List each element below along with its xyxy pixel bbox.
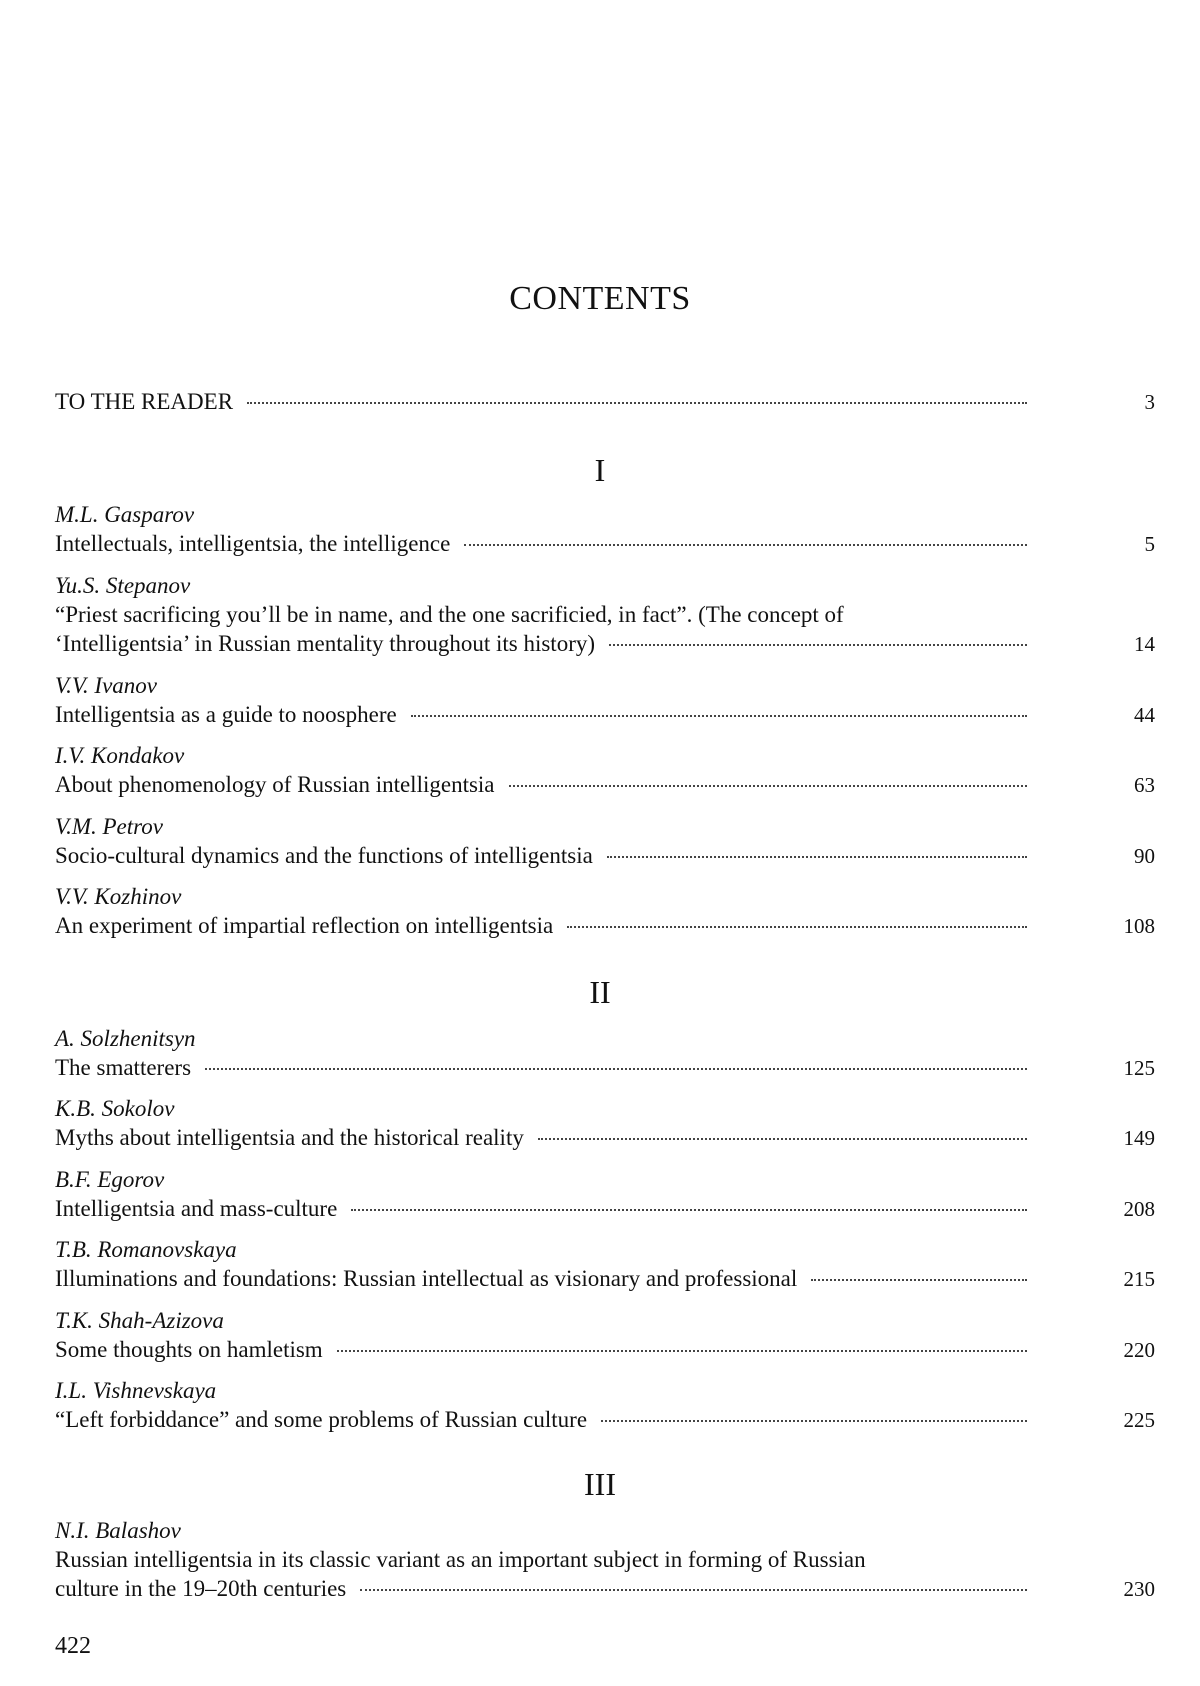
dot-leader (811, 1279, 1027, 1281)
section-heading-2: II (589, 974, 611, 1010)
entry-author: T.K. Shah-Azizova (55, 1308, 224, 1333)
toc-entry (55, 1165, 1155, 1223)
entry-author: T.B. Romanovskaya (55, 1237, 237, 1262)
toc-entry (55, 571, 1155, 658)
page-title: CONTENTS (509, 280, 691, 317)
entry-title-line: culture in the 19–20th centuries (55, 1576, 347, 1601)
dot-leader (464, 544, 1027, 546)
dot-leader (609, 644, 1027, 646)
entry-title: Illuminations and foundations: Russian intellectual as visionary and professional (55, 1266, 798, 1291)
entry-author: Yu.S. Stepanov (55, 573, 191, 598)
page-number: 125 (1123, 1056, 1155, 1080)
page-number: 220 (1123, 1338, 1155, 1362)
dot-leader (351, 1209, 1027, 1211)
entry-title: Some thoughts on hamletism (55, 1337, 323, 1362)
page-number: 108 (1123, 914, 1155, 938)
page-number: 14 (1134, 632, 1155, 656)
toc-entry (55, 671, 1155, 729)
page-number: 5 (1144, 532, 1155, 556)
entry-title: Myths about intelligentsia and the historical reality (55, 1125, 524, 1150)
entry-author: V.V. Kozhinov (55, 884, 182, 909)
toc-entry (55, 1235, 1155, 1293)
entry-title: Intellectuals, intelligentsia, the intelligence (55, 531, 451, 556)
entry-title: Intelligentsia and mass-culture (55, 1196, 338, 1221)
entry-author: B.F. Egorov (55, 1167, 165, 1192)
dot-leader (205, 1068, 1027, 1070)
section-heading-1: I (594, 452, 606, 488)
section-heading-3: III (584, 1466, 616, 1502)
entry-author: I.V. Kondakov (55, 743, 185, 768)
toc-entry (55, 1306, 1155, 1364)
page-number: 63 (1134, 773, 1155, 797)
toc-entry (55, 812, 1155, 870)
page-number: 3 (1144, 390, 1155, 414)
toc-entry (55, 741, 1155, 799)
page-number: 90 (1134, 844, 1155, 868)
page-number: 230 (1123, 1577, 1155, 1601)
entry-title: “Left forbiddance” and some problems of Russian culture (55, 1407, 588, 1432)
entry-author: M.L. Gasparov (55, 502, 195, 527)
toc-entry (55, 1094, 1155, 1152)
toc-entry (55, 1516, 1155, 1603)
entry-title: TO THE READER (55, 389, 234, 414)
entry-author: A. Solzhenitsyn (55, 1026, 196, 1051)
toc-entry (55, 500, 1155, 558)
entry-author: N.I. Balashov (55, 1518, 181, 1543)
dot-leader (337, 1350, 1027, 1352)
entry-title-line: ‘Intelligentsia’ in Russian mentality throughout its history) (55, 631, 596, 656)
page-folio-number: 422 (55, 1633, 91, 1659)
entry-author: V.M. Petrov (55, 814, 163, 839)
dot-leader (538, 1138, 1027, 1140)
toc-entry (55, 882, 1155, 940)
entry-author: K.B. Sokolov (55, 1096, 175, 1121)
dot-leader (247, 402, 1027, 404)
entry-author: V.V. Ivanov (55, 673, 157, 698)
page-number: 149 (1123, 1126, 1155, 1150)
page-number: 44 (1134, 703, 1155, 727)
dot-leader (360, 1589, 1027, 1591)
entry-title: Socio-cultural dynamics and the functions of intelligentsia (55, 843, 593, 868)
entry-author: I.L. Vishnevskaya (55, 1378, 217, 1403)
dot-leader (509, 785, 1027, 787)
page-number: 208 (1123, 1197, 1155, 1221)
toc-entry-reader (55, 387, 1155, 416)
entry-title: An experiment of impartial reflection on intelligentsia (55, 913, 554, 938)
entry-title: Intelligentsia as a guide to noosphere (55, 702, 397, 727)
page-number: 225 (1123, 1408, 1155, 1432)
entry-title: About phenomenology of Russian intelligentsia (55, 772, 495, 797)
dot-leader (607, 856, 1027, 858)
entry-title-line: Russian intelligentsia in its classic variant as an important subject in forming of Russian (55, 1547, 866, 1572)
toc-entry (55, 1024, 1155, 1082)
toc-entry (55, 1376, 1155, 1434)
entry-title: The smatterers (55, 1055, 192, 1080)
dot-leader (411, 715, 1027, 717)
dot-leader (567, 926, 1027, 928)
entry-title-line: “Priest sacrificing you’ll be in name, and the one sacrificied, in fact”. (The concept of (55, 602, 844, 627)
page-number: 215 (1123, 1267, 1155, 1291)
dot-leader (601, 1420, 1027, 1422)
